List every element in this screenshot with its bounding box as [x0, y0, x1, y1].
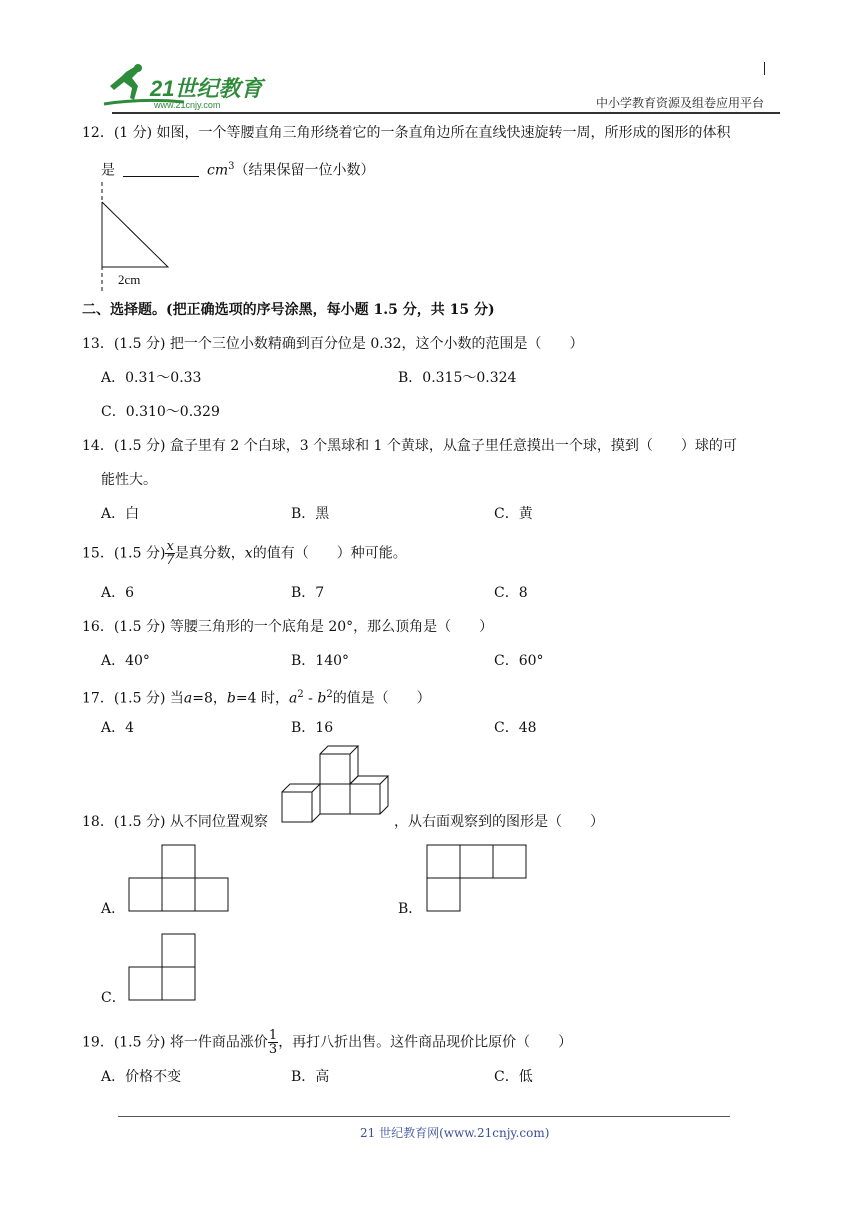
- q16-option-b[interactable]: B．140°: [291, 653, 350, 669]
- q12-line2: [101, 157, 375, 181]
- q17-exp-a: a: [288, 690, 298, 707]
- q16-text: 16．(1.5 分) 等腰三角形的一个底角是 20°，那么顶角是（ ）: [82, 619, 494, 635]
- q16-option-c[interactable]: C．60°: [494, 653, 544, 669]
- q17-b-value: =4 时，: [235, 690, 289, 707]
- q18-option-b[interactable]: B．: [398, 901, 423, 917]
- q18-suffix: ，从右面观察到的图形是（ ）: [394, 814, 604, 830]
- q17-option-b[interactable]: B．16: [291, 720, 334, 736]
- logo-subtext: www.21cnjy.com: [154, 100, 221, 110]
- q17-minus: -: [303, 690, 318, 707]
- q19-fraction: [268, 1029, 278, 1056]
- q18-option-c-figure[interactable]: [128, 933, 198, 1001]
- q19-suffix: ，再打八折出售。这件商品现价比原价（ ）: [278, 1034, 573, 1051]
- q18-cube-stack-figure: [282, 746, 392, 826]
- q15-text: [82, 540, 407, 567]
- q12-unit: cm: [207, 162, 229, 179]
- q18-prefix: 18．(1.5 分) 从不同位置观察: [82, 814, 268, 830]
- q13-option-c[interactable]: C．0.310～0.329: [101, 404, 220, 420]
- q17-option-c[interactable]: C．48: [494, 720, 537, 736]
- q19-option-c[interactable]: C．低: [494, 1069, 533, 1085]
- q12-answer-blank[interactable]: [123, 162, 199, 177]
- q17-exp-b: b: [317, 690, 327, 707]
- section-2-title: 二、选择题。(把正确选项的序号涂黑，每小题 1.5 分，共 15 分): [82, 302, 495, 318]
- header-tick: [764, 62, 765, 75]
- q19-option-a[interactable]: A．价格不变: [101, 1069, 182, 1085]
- q18-option-a-figure[interactable]: [128, 844, 230, 912]
- q18-option-a[interactable]: A．: [101, 901, 126, 917]
- q17-option-a[interactable]: A．4: [101, 720, 135, 736]
- q19-option-b[interactable]: B．高: [291, 1069, 330, 1085]
- q17-text: [82, 685, 431, 709]
- q17-suffix: 的值是（ ）: [332, 690, 431, 707]
- q19-text: [82, 1029, 572, 1056]
- q15-text-a: 是真分数，: [174, 545, 245, 562]
- q13-option-a[interactable]: A．0.31～0.33: [101, 370, 202, 386]
- q12-unit-sup: 3: [228, 161, 235, 172]
- q12-prefix: 是: [101, 162, 115, 179]
- header-platform-name: 中小学教育资源及组卷应用平台: [595, 96, 764, 110]
- q18-option-b-figure[interactable]: [426, 844, 528, 912]
- footer-divider: [118, 1116, 730, 1117]
- q14-option-c[interactable]: C．黄: [494, 506, 533, 522]
- q15-var: x: [244, 545, 253, 562]
- q15-prefix: 15．(1.5 分): [82, 545, 166, 562]
- q12-triangle-figure: [96, 182, 176, 292]
- logo-icon: [104, 62, 274, 112]
- q15-fraction: [165, 540, 174, 567]
- q17-prefix: 17．(1.5 分) 当: [82, 690, 184, 707]
- q18-option-c[interactable]: C．: [101, 990, 126, 1006]
- q16-option-a[interactable]: A．40°: [101, 653, 150, 669]
- q15-option-b[interactable]: B．7: [291, 585, 325, 601]
- q14-line1: 14．(1.5 分) 盒子里有 2 个白球，3 个黑球和 1 个黄球，从盒子里任意摸出一个球，摸到（ ）球的可: [82, 438, 737, 454]
- q14-option-a[interactable]: A．白: [101, 506, 140, 522]
- q12-figure-label: 2cm: [118, 272, 141, 287]
- q17-exp-a-sup: 2: [297, 689, 304, 700]
- q19-frac-den: 3: [268, 1042, 278, 1057]
- q14-line2: 能性大。: [101, 472, 157, 488]
- q15-frac-num: x: [166, 539, 174, 554]
- q15-option-c[interactable]: C．8: [494, 585, 528, 601]
- q17-a-value: =8，: [192, 690, 227, 707]
- q14-option-b[interactable]: B．黑: [291, 506, 330, 522]
- logo-text: 21世纪教育: [150, 76, 263, 101]
- q13-option-b[interactable]: B．0.315～0.324: [398, 370, 517, 386]
- q17-var-a: a: [183, 690, 193, 707]
- q12-note: （结果保留一位小数）: [234, 162, 375, 179]
- q15-frac-den: 7: [165, 553, 175, 568]
- q19-prefix: 19．(1.5 分) 将一件商品涨价: [82, 1034, 268, 1051]
- footer-text: 21 世纪教育网(www.21cnjy.com): [360, 1126, 550, 1140]
- q17-var-b: b: [226, 690, 236, 707]
- q13-text: 13．(1.5 分) 把一个三位小数精确到百分位是 0.32，这个小数的范围是（ ）: [82, 336, 584, 352]
- q19-frac-num: 1: [268, 1028, 278, 1043]
- header-divider: [112, 112, 780, 114]
- q15-text-b: 的值有（ ）种可能。: [252, 545, 407, 562]
- q12-line1: 12．(1 分) 如图，一个等腰直角三角形绕着它的一条直角边所在直线快速旋转一周，所形成的图形的体积: [82, 125, 731, 141]
- q15-option-a[interactable]: A．6: [101, 585, 135, 601]
- q17-exp-b-sup: 2: [326, 689, 333, 700]
